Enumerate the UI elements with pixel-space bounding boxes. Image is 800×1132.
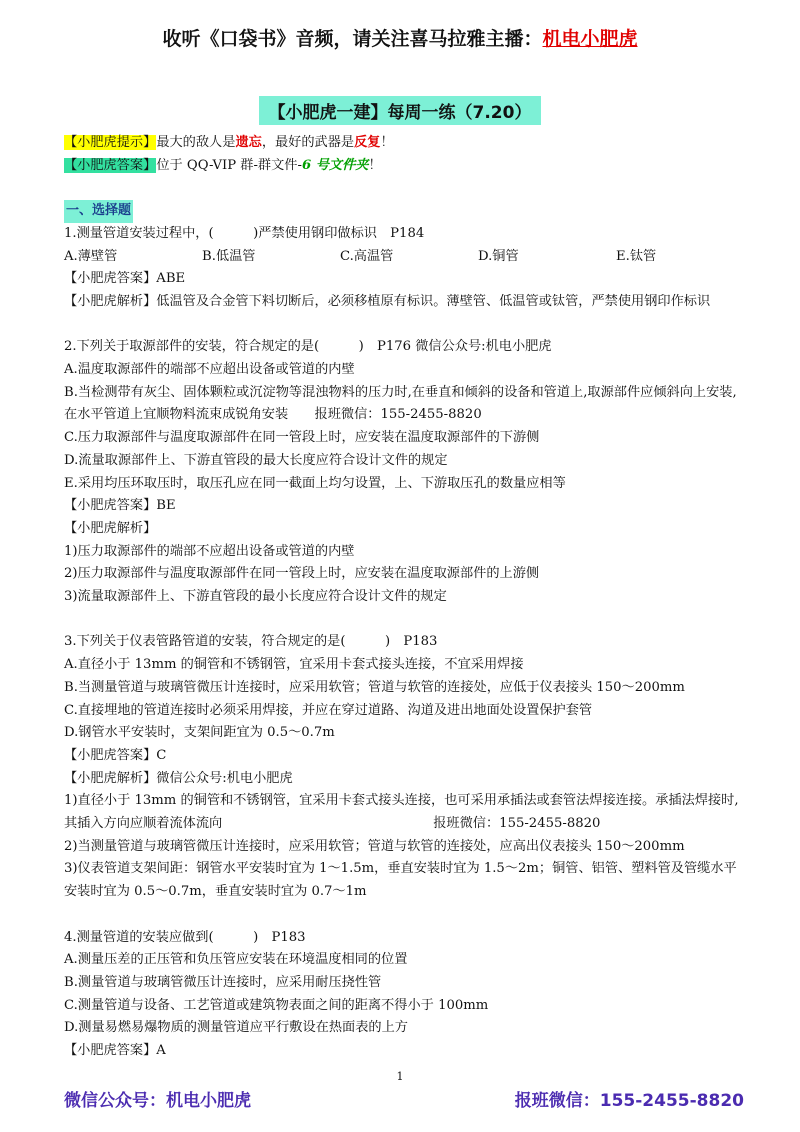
question-3-analysis-head: 【小肥虎解析】微信公众号:机电小肥虎 bbox=[64, 770, 293, 786]
question-3-option-d: D.钢管水平安装时，支架间距宜为 0.5～0.7m bbox=[64, 725, 335, 741]
question-2-option-a: A.温度取源部件的端部不应超出设备或管道的内壁 bbox=[64, 362, 355, 377]
section-heading: 一、选择题 bbox=[64, 200, 133, 223]
question-2-option-b: B.当检测带有灰尘、固体颗粒或沉淀物等混浊物料的压力时,在垂直和倾斜的设备和管道上,取源部件应倾斜向上安装,在水平管道上宜顺物料流束成锐角安装 报班微信：155-2455-8820 bbox=[64, 384, 737, 423]
question-2-option-e: E.采用均压环取压时，取压孔应在同一截面上均匀设置，上、下游取压孔的数量应相等 bbox=[64, 475, 566, 491]
question-3-option-c: C.直接埋地的管道连接时必须采用焊接，并应在穿过道路、沟道及进出地面处设置保护套管 bbox=[64, 702, 593, 718]
question-1-stem: 1.测量管道安装过程中，( )严禁使用钢印做标识 P184 bbox=[64, 225, 425, 241]
question-3-stem: 3.下列关于仪表管路管道的安装，符合规定的是( ) P183 bbox=[64, 634, 438, 650]
question-2-option-c: C.压力取源部件与温度取源部件在同一管段上时，应安装在温度取源部件的下游侧 bbox=[64, 430, 540, 446]
header-anchor-name: 机电小肥虎 bbox=[542, 28, 638, 50]
question-3-option-b: B.当测量管道与玻璃管微压计连接时，应采用软管；管道与软管的连接处，应低于仪表接头 150～200mm bbox=[64, 679, 685, 695]
question-4-option-b: B.测量管道与玻璃管微压计连接时，应采用耐压挠性管 bbox=[64, 974, 382, 990]
question-3-answer: 【小肥虎答案】C bbox=[64, 747, 167, 763]
answer-location-text: ！ bbox=[368, 157, 382, 173]
section-heading-line bbox=[64, 200, 744, 223]
page-number: 1 bbox=[396, 1070, 404, 1083]
question-1-option-d: D.铜管 bbox=[478, 248, 519, 264]
tip-text: 最大的敌人是 bbox=[156, 135, 236, 150]
answer-location-label: 【小肥虎答案】 bbox=[64, 157, 157, 173]
tip-label: 【小肥虎提示】 bbox=[64, 135, 157, 150]
question-1-option-c: C.高温管 bbox=[340, 248, 394, 264]
question-2-analysis-1: 1)压力取源部件的端部不应超出设备或管道的内壁 bbox=[64, 543, 355, 559]
document-body bbox=[64, 132, 744, 1063]
question-2-analysis-3: 3)流量取源部件上、下游直管段的最小长度应符合设计文件的规定 bbox=[64, 589, 447, 605]
question-4-answer: 【小肥虎答案】A bbox=[64, 1043, 166, 1059]
tip-emphasis-forget: 遗忘 bbox=[235, 135, 262, 150]
question-3-option-a: A.直径小于 13mm 的铜管和不锈钢管，宜采用卡套式接头连接，不宜采用焊接 bbox=[64, 657, 524, 673]
question-2-analysis-label: 【小肥虎解析】 bbox=[64, 520, 157, 536]
question-2-stem: 2.下列关于取源部件的安装，符合规定的是( ) P176 微信公众号:机电小肥虎 bbox=[64, 339, 552, 355]
answer-folder: 6 号文件夹 bbox=[301, 157, 369, 173]
page-header bbox=[0, 24, 800, 51]
question-2-option-d: D.流量取源部件上、下游直管段的最大长度应符合设计文件的规定 bbox=[64, 452, 448, 468]
page-title: 【小肥虎一建】每周一练（7.20） bbox=[259, 96, 542, 125]
question-1-analysis: 【小肥虎解析】低温管及合金管下料切断后，必须移植原有标识。薄壁管、低温管或钛管，严禁使用钢印作标识 bbox=[64, 293, 711, 309]
question-4-option-d: D.测量易燃易爆物质的测量管道应平行敷设在热面表的上方 bbox=[64, 1020, 408, 1036]
tip-text: ！ bbox=[380, 135, 394, 150]
question-1-option-a: A.薄壁管 bbox=[64, 248, 118, 264]
question-4-option-a: A.测量压差的正压管和负压管应安装在环境温度相同的位置 bbox=[64, 952, 408, 968]
question-3-analysis-2: 2)当测量管道与玻璃管微压计连接时，应采用软管；管道与软管的连接处，应高出仪表接头 150～200mm bbox=[64, 838, 685, 854]
question-4-option-c: C.测量管道与设备、工艺管道或建筑物表面之间的距离不得小于 100mm bbox=[64, 997, 489, 1013]
question-1-option-e: E.钛管 bbox=[616, 248, 657, 264]
tip-emphasis-repeat: 反复 bbox=[354, 135, 381, 150]
answer-location-line bbox=[64, 155, 744, 178]
question-1-answer: 【小肥虎答案】ABE bbox=[64, 271, 186, 287]
question-3-analysis-1: 1)直径小于 13mm 的铜管和不锈钢管，宜采用卡套式接头连接，也可采用承插法或套管法焊接连接。承插法焊接时,其插入方向应顺着流体流向 报班微信：155-2455-8820 bbox=[64, 793, 739, 832]
question-3-analysis-3: 3)仪表管道支架间距：钢管水平安装时宜为 1～1.5m，垂直安装时宜为 1.5～2m；铜管、铝管、塑料管及管缆水平安装时宜为 0.5～0.7m，垂直安装时宜为 0.7～1m bbox=[64, 861, 737, 900]
question-1-options bbox=[64, 246, 744, 269]
question-2-answer: 【小肥虎答案】BE bbox=[64, 498, 176, 514]
tip-text: ，最好的武器是 bbox=[261, 135, 355, 150]
question-1-option-b: B.低温管 bbox=[202, 248, 256, 264]
title-wrap bbox=[0, 96, 800, 125]
header-prefix: 收听《口袋书》音频，请关注喜马拉雅主播： bbox=[162, 28, 543, 50]
answer-location-text: 位于 QQ-VIP 群-群文件- bbox=[156, 157, 302, 173]
footer-enroll-wechat: 报班微信：155-2455-8820 bbox=[514, 1091, 744, 1111]
question-4-stem: 4.测量管道的安装应做到( ) P183 bbox=[64, 929, 306, 945]
footer-wechat-account: 微信公众号：机电小肥虎 bbox=[64, 1091, 251, 1111]
question-2-analysis-2: 2)压力取源部件与温度取源部件在同一管段上时，应安装在温度取源部件的上游侧 bbox=[64, 566, 540, 582]
tip-line bbox=[64, 132, 744, 155]
